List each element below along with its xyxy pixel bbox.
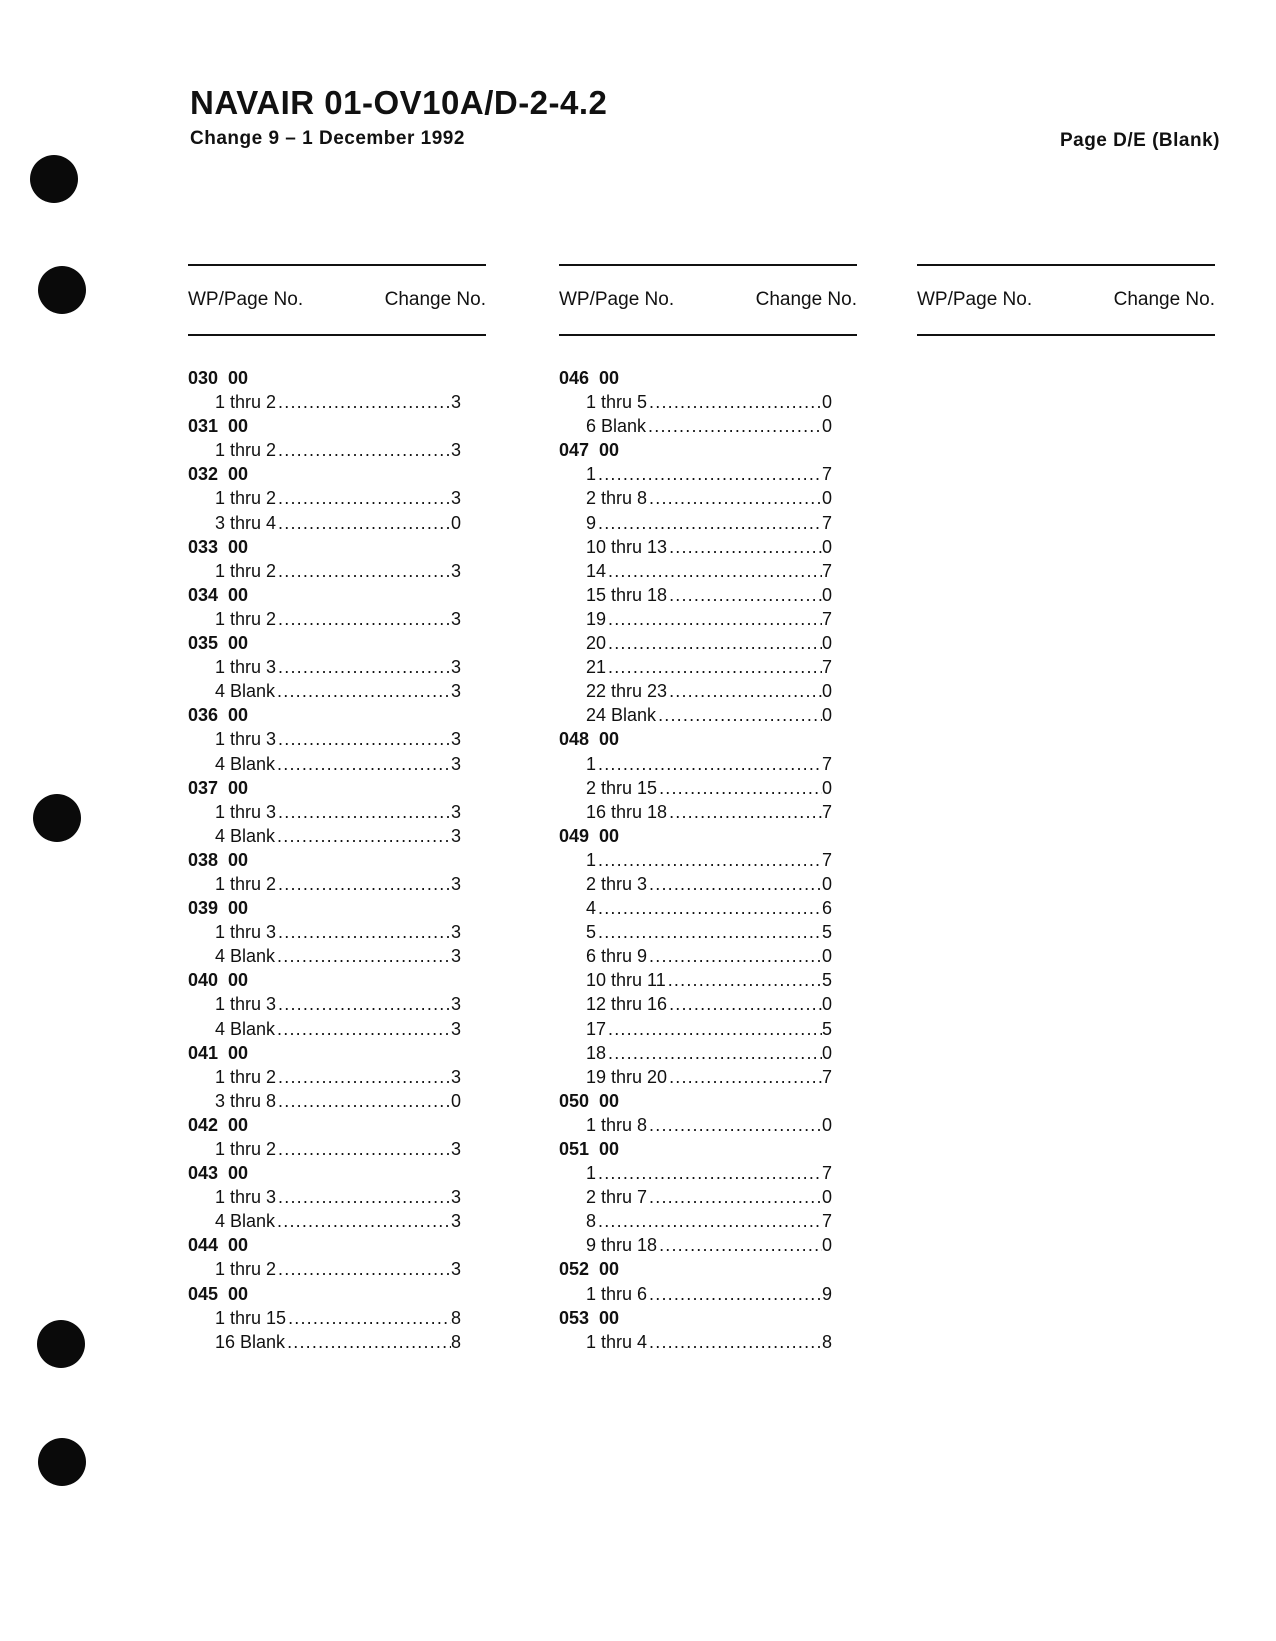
change-number: 7: [821, 608, 832, 629]
page-entry: [188, 824, 461, 848]
page-entry: [559, 1330, 832, 1354]
change-number: 7: [821, 753, 832, 774]
entry-list: [559, 366, 857, 1354]
page-entry: [188, 1065, 461, 1089]
change-number: 3: [450, 946, 461, 967]
change-number: 8: [821, 1331, 832, 1352]
work-package-number: 039 00: [188, 898, 249, 919]
change-number: 7: [821, 1066, 832, 1087]
dot-leader: [277, 1017, 451, 1041]
change-number: 0: [821, 873, 832, 894]
change-number: 0: [821, 633, 832, 654]
page-range: 1: [586, 753, 597, 774]
page-entry: [559, 703, 832, 727]
dot-leader: [598, 920, 822, 944]
work-package-number: 035 00: [188, 633, 249, 654]
column-1: [188, 264, 486, 1354]
page-number: Page D/E (Blank): [1059, 130, 1220, 151]
page-range: 1 thru 2: [215, 1066, 277, 1087]
work-package-number: 053 00: [559, 1307, 620, 1328]
page-entry: [188, 559, 461, 583]
dot-leader: [278, 607, 451, 631]
dot-leader: [598, 752, 822, 776]
change-number: 3: [450, 657, 461, 678]
page-range: 19: [586, 608, 607, 629]
change-number: 3: [450, 801, 461, 822]
page-range: 1 thru 3: [215, 994, 277, 1015]
dot-leader: [649, 1282, 822, 1306]
page-entry: [559, 390, 832, 414]
change-number: 0: [821, 777, 832, 798]
dot-leader: [669, 535, 822, 559]
dot-leader: [659, 776, 822, 800]
change-number: 3: [450, 1139, 461, 1159]
page-entry: [188, 992, 461, 1016]
page-range: 1 thru 8: [586, 1114, 648, 1135]
header-wp-page: WP/Page No.: [559, 289, 675, 310]
dot-leader: [648, 414, 822, 438]
page-range: 18: [586, 1042, 607, 1063]
punch-hole: [33, 794, 81, 842]
work-package-number: 036 00: [188, 705, 249, 726]
work-package-number: 045 00: [188, 1283, 249, 1304]
dot-leader: [278, 511, 451, 535]
page-entry: [559, 752, 832, 776]
work-package-number: 051 00: [559, 1139, 620, 1159]
change-number: 0: [821, 994, 832, 1015]
page-entry: [559, 1065, 832, 1089]
header-change: Change No.: [755, 289, 857, 310]
page-range: 2 thru 15: [586, 777, 658, 798]
page-range: 24 Blank: [586, 705, 657, 726]
change-number: 7: [821, 560, 832, 581]
change-number: 3: [450, 488, 461, 509]
page-entry: [559, 486, 832, 510]
work-package-number: 042 00: [188, 1114, 249, 1135]
change-number: 0: [821, 392, 832, 413]
document-title: NAVAIR 01-OV10A/D-2-4.2: [190, 84, 608, 121]
header-wp-page: WP/Page No.: [917, 289, 1033, 310]
page-entry: [188, 752, 461, 776]
work-package-number: 041 00: [188, 1042, 249, 1063]
change-number: 0: [821, 1235, 832, 1256]
change-date: Change 9 – 1 December 1992: [190, 128, 465, 149]
page-range: 1 thru 2: [215, 392, 277, 413]
page-entry: [559, 462, 832, 486]
page-range: 4 Blank: [215, 1018, 276, 1039]
column-3: [917, 264, 1215, 336]
dot-leader: [608, 631, 822, 655]
dot-leader: [669, 679, 822, 703]
work-package-number: 046 00: [559, 368, 620, 388]
dot-leader: [659, 1233, 822, 1257]
page-entry: [188, 1257, 461, 1281]
change-number: 3: [450, 1187, 461, 1208]
dot-leader: [287, 1330, 451, 1354]
page-range: 15 thru 18: [586, 584, 668, 605]
work-package-number: 044 00: [188, 1235, 249, 1256]
change-number: 5: [821, 922, 832, 943]
dot-leader: [277, 679, 451, 703]
page-range: 1 thru 3: [215, 657, 277, 678]
work-package-number: 047 00: [559, 440, 620, 461]
dot-leader: [649, 1330, 822, 1354]
header-change: Change No.: [384, 289, 486, 310]
dot-leader: [278, 872, 451, 896]
dot-leader: [598, 1209, 822, 1233]
work-package-number: 048 00: [559, 729, 620, 750]
page-entry: [559, 1282, 832, 1306]
page-entry: [559, 1161, 832, 1185]
dot-leader: [277, 752, 451, 776]
page-entry: [559, 776, 832, 800]
page-entry: [559, 1185, 832, 1209]
page-range: 6 Blank: [586, 416, 647, 437]
change-number: 3: [450, 440, 461, 461]
header-rule: [188, 334, 486, 336]
page-range: 16 thru 18: [586, 801, 668, 822]
work-package-number: 037 00: [188, 777, 249, 798]
dot-leader: [278, 920, 451, 944]
page-range: 6 thru 9: [586, 946, 648, 967]
page-entry: [559, 800, 832, 824]
dot-leader: [277, 824, 451, 848]
dot-leader: [278, 390, 451, 414]
dot-leader: [608, 607, 822, 631]
change-number: 0: [821, 584, 832, 605]
column-header: [188, 266, 486, 334]
dot-leader: [278, 1137, 451, 1161]
column-header: [559, 266, 857, 334]
dot-leader: [598, 896, 822, 920]
change-number: 3: [450, 873, 461, 894]
dot-leader: [649, 1185, 822, 1209]
change-number: 0: [821, 416, 832, 437]
page-entry: [559, 631, 832, 655]
change-number: 3: [450, 1018, 461, 1039]
work-package-number: 032 00: [188, 464, 249, 485]
page-range: 4 Blank: [215, 825, 276, 846]
dot-leader: [278, 438, 451, 462]
change-number: 3: [450, 922, 461, 943]
change-number: 3: [450, 1211, 461, 1232]
work-package-number: 050 00: [559, 1090, 620, 1111]
page-entry: [559, 535, 832, 559]
dot-leader: [278, 655, 451, 679]
page-range: 14: [586, 560, 607, 581]
page-entry: [559, 968, 832, 992]
page-range: 16 Blank: [215, 1331, 286, 1352]
work-package-number: 038 00: [188, 849, 249, 870]
page-entry: [188, 679, 461, 703]
page-range: 3 thru 8: [215, 1090, 277, 1111]
page-range: 1 thru 3: [215, 729, 277, 750]
page-entry: [559, 1017, 832, 1041]
dot-leader: [278, 727, 451, 751]
work-package-number: 033 00: [188, 536, 249, 557]
change-number: 0: [821, 705, 832, 726]
dot-leader: [649, 872, 822, 896]
change-number: 3: [450, 681, 461, 702]
header-change: Change No.: [1113, 289, 1215, 310]
entry-list: [188, 366, 486, 1354]
page-entry: [188, 1137, 461, 1161]
page-entry: [188, 1209, 461, 1233]
work-package-number: 034 00: [188, 584, 249, 605]
dot-leader: [598, 1161, 822, 1185]
punch-hole: [37, 1320, 85, 1368]
dot-leader: [598, 848, 822, 872]
dot-leader: [278, 1065, 451, 1089]
page-entry: [559, 1209, 832, 1233]
page-range: 2 thru 8: [586, 488, 648, 509]
header-wp-page: WP/Page No.: [188, 289, 304, 310]
dot-leader: [649, 944, 822, 968]
dot-leader: [278, 1257, 451, 1281]
page-entry: [188, 390, 461, 414]
page-range: 10 thru 11: [586, 970, 666, 991]
page-entry: [559, 511, 832, 535]
page-entry: [188, 1185, 461, 1209]
header-rule: [917, 334, 1215, 336]
column-2: [559, 264, 857, 1354]
page-entry: [188, 1089, 461, 1113]
dot-leader: [598, 511, 822, 535]
dot-leader: [278, 800, 451, 824]
page-range: 22 thru 23: [586, 681, 668, 702]
page-entry: [559, 944, 832, 968]
dot-leader: [668, 968, 822, 992]
page-range: 21: [586, 657, 607, 678]
page-entry: [559, 559, 832, 583]
change-number: 3: [450, 392, 461, 413]
page-range: 1 thru 2: [215, 1259, 277, 1280]
page-range: 1: [586, 464, 597, 485]
change-number: 3: [450, 994, 461, 1015]
change-number: 5: [821, 970, 832, 991]
page-range: 1 thru 2: [215, 488, 277, 509]
page-range: 4 Blank: [215, 946, 276, 967]
dot-leader: [277, 944, 451, 968]
page-entry: [559, 920, 832, 944]
page-range: 1 thru 3: [215, 801, 277, 822]
page-entry: [188, 655, 461, 679]
dot-leader: [277, 1209, 451, 1233]
page-range: 8: [586, 1211, 597, 1232]
page-range: 4 Blank: [215, 753, 276, 774]
punch-hole: [38, 266, 86, 314]
page-entry: [559, 1233, 832, 1257]
dot-leader: [649, 1113, 822, 1137]
page-range: 9: [586, 512, 597, 533]
dot-leader: [669, 800, 822, 824]
page-entry: [559, 992, 832, 1016]
work-package-number: 043 00: [188, 1163, 249, 1184]
page-range: 3 thru 4: [215, 512, 277, 533]
dot-leader: [608, 655, 822, 679]
punch-hole: [30, 155, 78, 203]
header-rule: [559, 334, 857, 336]
page-range: 1 thru 5: [586, 392, 648, 413]
change-number: 7: [821, 1163, 832, 1184]
page-range: 1 thru 2: [215, 608, 277, 629]
change-number: 7: [821, 1211, 832, 1232]
change-number: 8: [450, 1331, 461, 1352]
change-number: 7: [821, 464, 832, 485]
dot-leader: [278, 559, 451, 583]
dot-leader: [608, 1041, 822, 1065]
punch-hole: [38, 1438, 86, 1486]
page-range: 20: [586, 633, 607, 654]
page-entry: [188, 944, 461, 968]
dot-leader: [288, 1306, 451, 1330]
dot-leader: [278, 486, 451, 510]
page-range: 1 thru 6: [586, 1283, 648, 1304]
work-package-number: 030 00: [188, 368, 249, 388]
change-number: 7: [821, 512, 832, 533]
page-entry: [188, 920, 461, 944]
page-entry: [559, 848, 832, 872]
change-number: 0: [821, 681, 832, 702]
dot-leader: [278, 992, 451, 1016]
page-range: 2 thru 3: [586, 873, 648, 894]
change-number: 3: [450, 1259, 461, 1280]
change-number: 6: [821, 898, 832, 919]
page-range: 1 thru 4: [586, 1331, 648, 1352]
work-package-number: 049 00: [559, 825, 620, 846]
page-entry: [188, 800, 461, 824]
dot-leader: [658, 703, 822, 727]
page-entry: [188, 438, 461, 462]
page-range: 5: [586, 922, 597, 943]
change-number: 3: [450, 825, 461, 846]
change-number: 0: [821, 488, 832, 509]
change-number: 0: [450, 512, 461, 533]
page-range: 19 thru 20: [586, 1066, 668, 1087]
change-number: 0: [821, 1114, 832, 1135]
page-entry: [188, 872, 461, 896]
page-range: 17: [586, 1018, 607, 1039]
page-range: 1 thru 3: [215, 922, 277, 943]
dot-leader: [598, 462, 822, 486]
page-range: 1 thru 2: [215, 440, 277, 461]
dot-leader: [669, 1065, 822, 1089]
column-header: [917, 266, 1215, 334]
change-number: 7: [821, 849, 832, 870]
change-number: 3: [450, 608, 461, 629]
page-range: 1 thru 3: [215, 1187, 277, 1208]
page-entry: [188, 1330, 461, 1354]
page-entry: [559, 583, 832, 607]
page-range: 4 Blank: [215, 1211, 276, 1232]
page-range: 1 thru 2: [215, 560, 277, 581]
change-number: 5: [821, 1018, 832, 1039]
dot-leader: [608, 1017, 822, 1041]
page-range: 2 thru 7: [586, 1187, 648, 1208]
page-entry: [559, 607, 832, 631]
page-entry: [188, 1306, 461, 1330]
change-number: 0: [821, 946, 832, 967]
dot-leader: [608, 559, 822, 583]
dot-leader: [649, 390, 822, 414]
page-entry: [559, 655, 832, 679]
work-package-number: 031 00: [188, 416, 249, 437]
change-number: 3: [450, 560, 461, 581]
page-entry: [559, 896, 832, 920]
page-entry: [559, 679, 832, 703]
change-number: 0: [821, 1042, 832, 1063]
dot-leader: [669, 583, 822, 607]
page-range: 4 Blank: [215, 681, 276, 702]
page-range: 12 thru 16: [586, 994, 668, 1015]
page-entry: [559, 872, 832, 896]
page-range: 1 thru 15: [215, 1307, 287, 1328]
change-number: 0: [821, 1187, 832, 1208]
dot-leader: [278, 1089, 451, 1113]
page-range: 1: [586, 849, 597, 870]
change-number: 3: [450, 1066, 461, 1087]
dot-leader: [669, 992, 822, 1016]
page-range: 1 thru 2: [215, 1139, 277, 1159]
change-number: 9: [821, 1283, 832, 1304]
page-entry: [188, 511, 461, 535]
page-range: 10 thru 13: [586, 536, 668, 557]
change-number: 0: [450, 1090, 461, 1111]
dot-leader: [278, 1185, 451, 1209]
work-package-number: 052 00: [559, 1259, 620, 1280]
page-range: 9 thru 18: [586, 1235, 658, 1256]
page-range: 1: [586, 1163, 597, 1184]
page-entry: [559, 414, 832, 438]
change-number: 7: [821, 801, 832, 822]
page-range: 1 thru 2: [215, 873, 277, 894]
page-entry: [188, 727, 461, 751]
dot-leader: [649, 486, 822, 510]
change-number: 0: [821, 536, 832, 557]
change-number: 8: [450, 1307, 461, 1328]
page-entry: [188, 607, 461, 631]
page-entry: [188, 1017, 461, 1041]
page-entry: [559, 1041, 832, 1065]
change-number: 7: [821, 657, 832, 678]
work-package-number: 040 00: [188, 970, 249, 991]
change-number: 3: [450, 753, 461, 774]
page-entry: [188, 486, 461, 510]
page-range: 4: [586, 898, 597, 919]
page-entry: [559, 1113, 832, 1137]
change-number: 3: [450, 729, 461, 750]
